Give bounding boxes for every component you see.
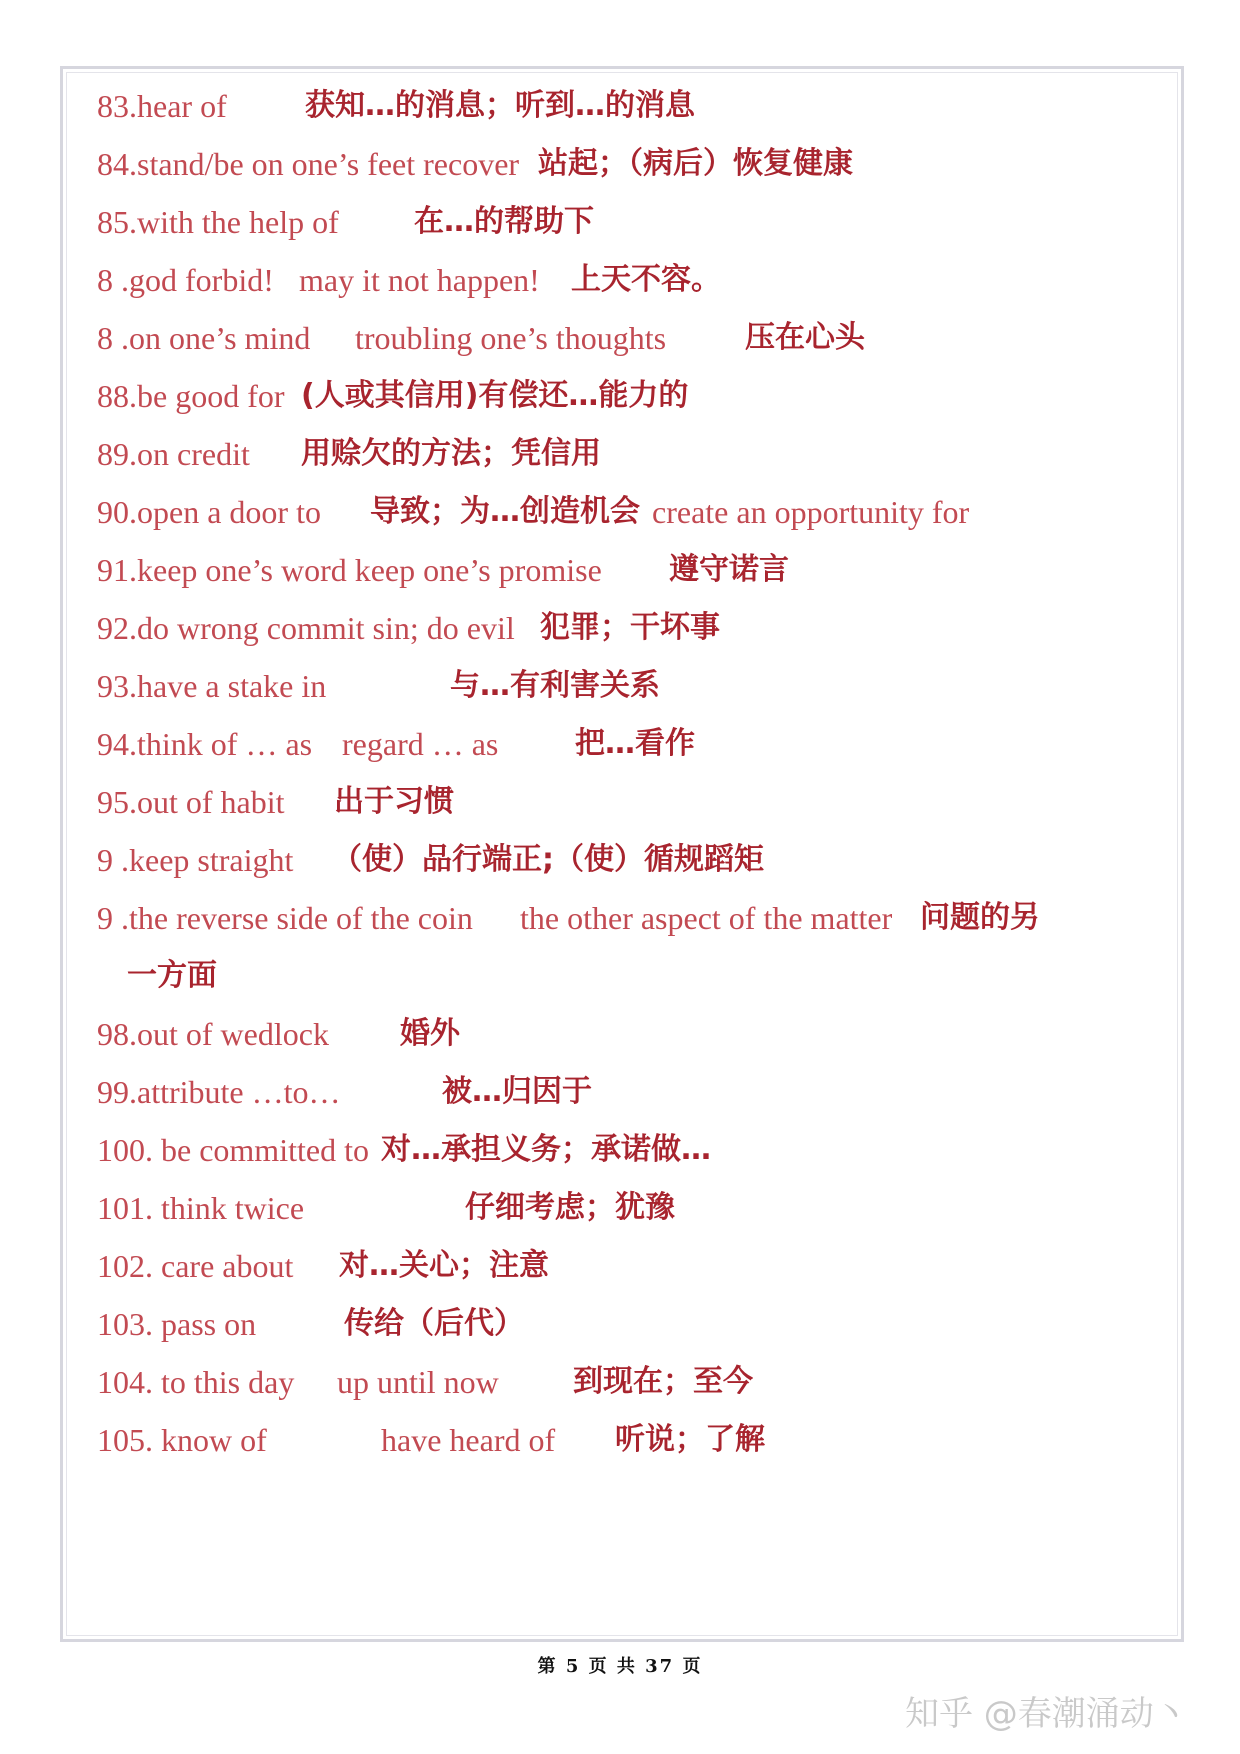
phrase-zh: 犯罪；干坏事 [540,610,720,645]
watermark: 知乎 @春潮涌动丶 [905,1694,1188,1734]
phrase-en: 105. know of [97,1422,267,1458]
phrase-en-synonym: create an opportunity for [652,494,970,530]
phrase-zh: 与…有利害关系 [450,668,660,703]
phrase-en: 95.out of habit [97,784,285,820]
phrase-zh: 把…看作 [575,726,695,761]
phrase-en: 83.hear of [97,88,227,124]
phrase-en: 8 .god forbid! [97,262,274,298]
phrase-zh: 传给（后代） [344,1306,524,1341]
phrase-zh: 听说；了解 [615,1422,765,1457]
phrase-en: 90.open a door to [97,494,321,530]
phrase-en-synonym: have heard of [381,1422,556,1458]
phrase-zh: 出于习惯 [334,784,454,819]
phrase-zh: 获知…的消息；听到…的消息 [305,88,695,123]
phrase-zh-continued: 一方面 [127,958,217,993]
phrase-en: 9 .the reverse side of the coin [97,900,473,936]
phrase-en: 101. think twice [97,1190,305,1226]
phrase-en: 94.think of … as [97,726,313,762]
phrase-zh: 上天不容。 [571,262,721,297]
phrase-en-synonym: may it not happen! [299,262,540,298]
phrase-en-synonym: the other aspect of the matter [520,900,893,936]
phrase-en: 92.do wrong commit sin; do evil [97,610,515,646]
phrase-zh: 遵守诺言 [669,552,789,587]
phrase-en: 99.attribute …to… [97,1074,341,1110]
phrase-en: 91.keep one’s word keep one’s promise [97,552,602,588]
phrase-en: 89.on credit [97,436,250,472]
phrase-en: 84.stand/be on one’s feet recover [97,146,520,182]
phrase-en-synonym: up until now [337,1364,499,1400]
phrase-zh: 用赊欠的方法；凭信用 [301,436,601,471]
phrase-en: 104. to this day [97,1364,295,1400]
phrase-zh: （使）品行端正;（使）循规蹈矩 [332,842,764,877]
phrase-zh: (人或其信用)有偿还…能力的 [301,378,689,413]
phrase-en: 88.be good for [97,378,285,414]
phrase-en: 100. be committed to [97,1132,369,1168]
page-number: 第 5 页 共 37 页 [537,1656,703,1677]
phrase-zh: 在…的帮助下 [414,204,594,239]
phrase-en: 103. pass on [97,1306,257,1342]
phrase-en-synonym: regard … as [342,726,499,762]
phrase-zh: 对…承担义务；承诺做… [381,1132,711,1167]
phrase-zh: 问题的另 [920,900,1040,935]
phrase-en-synonym: troubling one’s thoughts [355,320,667,356]
phrase-zh: 压在心头 [745,320,865,355]
phrase-en: 9 .keep straight [97,842,294,878]
phrase-zh: 婚外 [400,1016,460,1051]
phrase-en: 93.have a stake in [97,668,327,704]
phrase-zh: 导致；为…创造机会 [370,494,640,529]
phrase-en: 85.with the help of [97,204,339,240]
phrase-en: 102. care about [97,1248,294,1284]
phrase-zh: 对…关心；注意 [339,1248,549,1283]
phrase-zh: 到现在；至今 [573,1364,753,1399]
phrase-zh: 仔细考虑；犹豫 [465,1190,675,1225]
phrase-en: 8 .on one’s mind [97,320,311,356]
phrase-en: 98.out of wedlock [97,1016,329,1052]
phrase-zh: 被…归因于 [442,1074,592,1109]
phrase-zh: 站起；（病后）恢复健康 [538,146,853,181]
